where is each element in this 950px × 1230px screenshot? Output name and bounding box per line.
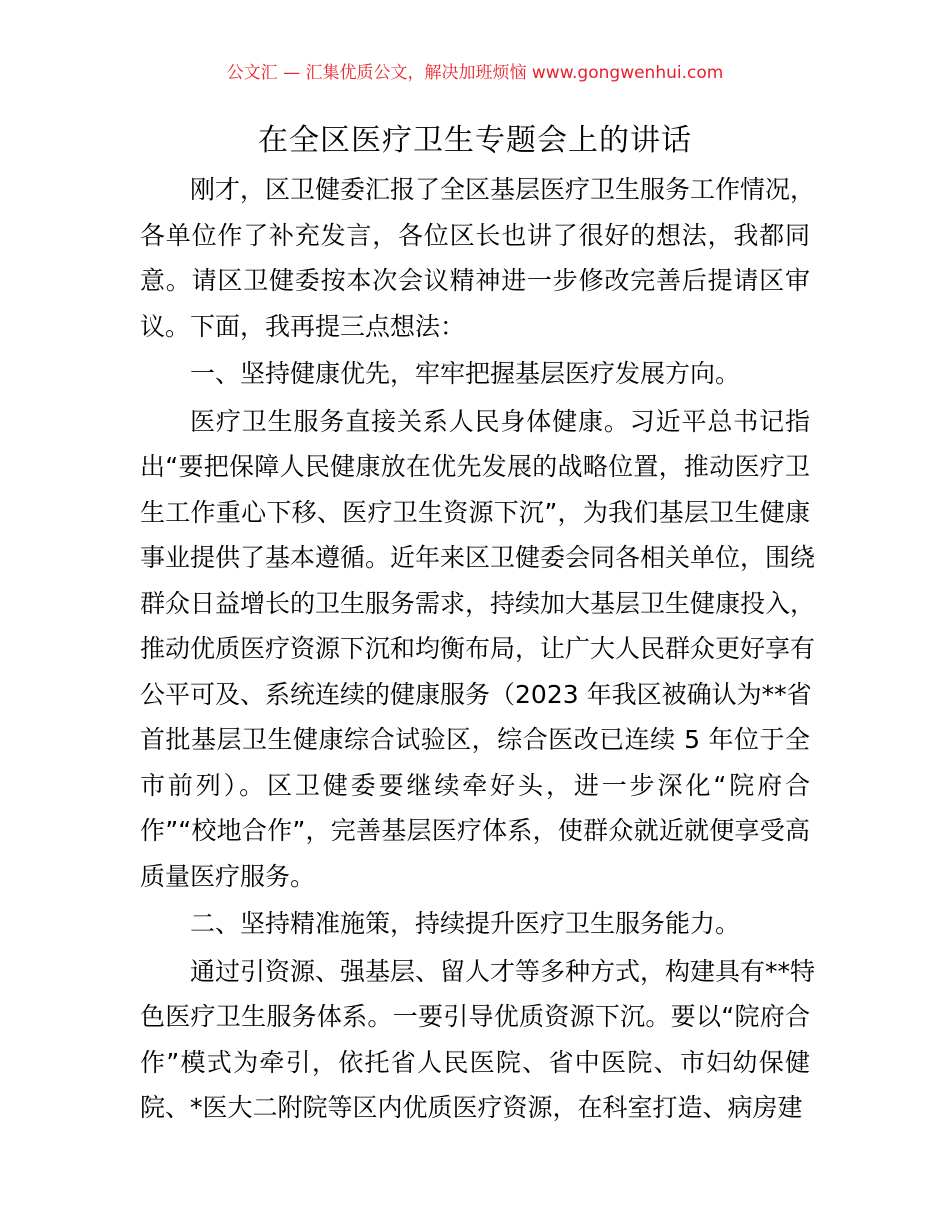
paragraph <box>140 167 816 349</box>
text-line: 质量医疗服务。 <box>140 861 316 891</box>
text-line: 议。下面，我再提三点想法： <box>140 311 466 341</box>
text-line: 院、*医大二附院等区内优质医疗资源，在科室打造、病房建 <box>140 1093 803 1122</box>
text-line: 公平可及、系统连续的健康服务（2023 年我区被确认为**省 <box>140 679 812 709</box>
text-line: 推动优质医疗资源下沉和均衡布局，让广大人民群众更好享有 <box>140 634 816 663</box>
text-line: 意。请区卫健委按本次会议精神进一步修改完善后提请区审 <box>140 266 810 295</box>
text-line: 作”“校地合作”，完善基层医疗体系，使群众就近就便享受高 <box>140 816 810 845</box>
text-line: 首批基层卫生健康综合试验区，综合医改已连续 5 年位于全 <box>140 725 810 754</box>
site-watermark-banner: 公文汇 — 汇集优质公文，解决加班烦恼 www.gongwenhui.com <box>226 63 724 83</box>
text-line: 通过引资源、强基层、留人才等多种方式，构建具有**特 <box>190 956 816 986</box>
document-title: 在全区医疗卫生专题会上的讲话 <box>258 123 692 158</box>
text-line: 刚才，区卫健委汇报了全区基层医疗卫生服务工作情况， <box>190 175 816 204</box>
text-line: 医疗卫生服务直接关系人民身体健康。习近平总书记指 <box>190 406 810 436</box>
text-line: 群众日益增长的卫生服务需求，持续加大基层卫生健康投入， <box>140 588 816 618</box>
text-line: 出“要把保障人民健康放在优先发展的战略位置，推动医疗卫 <box>140 452 810 481</box>
text-line: 色医疗卫生服务体系。一要引导优质资源下沉。要以“院府合 <box>140 1002 810 1031</box>
text-line: 作”模式为牵引，依托省人民医院、省中医院、市妇幼保健 <box>140 1047 810 1077</box>
text-line: 二、坚持精准施策，持续提升医疗卫生服务能力。 <box>190 909 741 938</box>
paragraph <box>140 399 816 900</box>
paragraph <box>140 351 810 397</box>
text-line: 市前列）。区卫健委要继续牵好头，进一步深化“院府合 <box>140 770 810 800</box>
text-line: 事业提供了基本遵循。近年来区卫健委会同各相关单位，围绕 <box>140 543 816 572</box>
text-line: 各单位作了补充发言，各位区长也讲了很好的想法，我都同 <box>140 220 810 250</box>
text-line: 一、坚持健康优先，牢牢把握基层医疗发展方向。 <box>190 359 741 388</box>
paragraph <box>140 949 816 1131</box>
text-line: 生工作重心下移、医疗卫生资源下沉”，为我们基层卫生健康 <box>140 497 810 527</box>
paragraph <box>140 901 810 947</box>
document-body <box>140 167 816 1133</box>
